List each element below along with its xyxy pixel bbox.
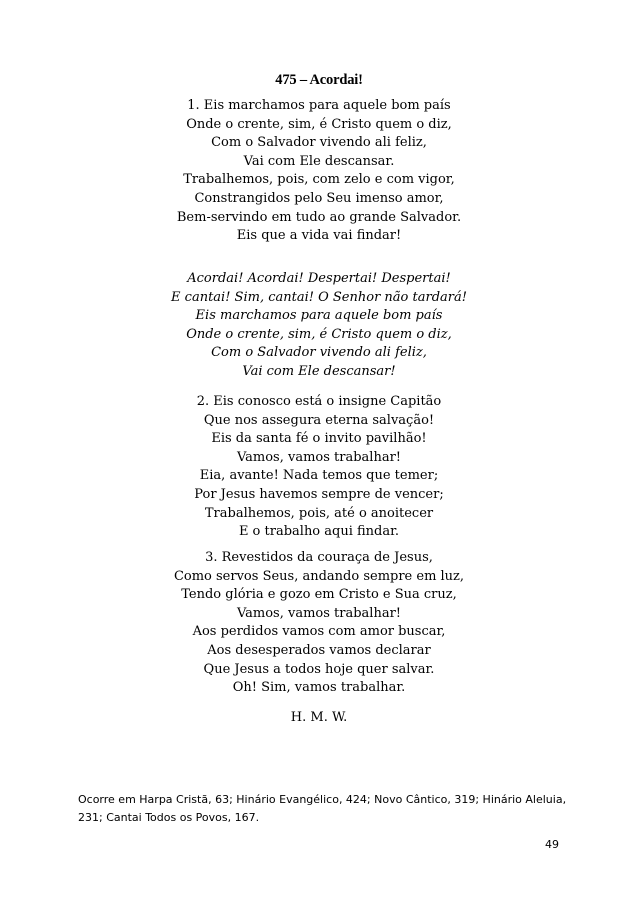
chorus-line: Com o Salvador vivendo ali feliz,	[211, 345, 427, 361]
stanza-line: Onde o crente, sim, é Cristo quem o diz,	[186, 116, 452, 132]
hymn-title: 475 – Acordai!	[275, 72, 363, 88]
stanza-line: 1. Eis marchamos para aquele bom país	[187, 98, 451, 113]
stanza-line: Eia, avante! Nada temos que temer;	[199, 468, 439, 484]
footnote: Ocorre em Harpa Cristã, 63; Hinário Evangélico, 424; Novo Cântico, 319; Hinário Aleluia, 231; Cantai Todos os Povos, 167.	[78, 793, 567, 824]
chorus-line: E cantai! Sim, cantai! O Senhor não tardará!	[171, 289, 467, 305]
stanza-line: Que Jesus a todos hoje quer salvar.	[203, 661, 435, 677]
stanza-1	[0, 97, 638, 246]
stanza-line: E o trabalho aqui findar.	[238, 524, 400, 540]
stanza-line: Trabalhemos, pois, até o anoitecer	[204, 505, 434, 521]
stanza-line: Que nos assegura eterna salvação!	[203, 412, 435, 428]
stanza-line: Eis que a vida vai findar!	[236, 228, 402, 244]
chorus	[0, 270, 638, 382]
stanza-line: Como servos Seus, andando sempre em luz,	[173, 568, 465, 584]
author-initials: H. M. W.	[290, 710, 348, 725]
stanza-line: Com o Salvador vivendo ali feliz,	[211, 135, 427, 151]
stanza-line: Bem-servindo em tudo ao grande Salvador.	[176, 209, 462, 225]
stanza-line: Constrangidos pelo Seu imenso amor,	[194, 190, 444, 206]
stanza-line: Aos perdidos vamos com amor buscar,	[192, 624, 446, 640]
stanza-3	[0, 549, 638, 698]
stanza-line: 3. Revestidos da couraça de Jesus,	[205, 550, 433, 565]
chorus-line: Vai com Ele descansar!	[242, 363, 396, 379]
stanza-line: Trabalhemos, pois, com zelo e com vigor,	[183, 172, 455, 188]
chorus-line: Onde o crente, sim, é Cristo quem o diz,	[186, 326, 452, 342]
chorus-line: Acordai! Acordai! Despertai! Despertai!	[187, 271, 451, 286]
stanza-line: Eis da santa fé o invito pavilhão!	[211, 431, 427, 447]
stanza-line: 2. Eis conosco está o insigne Capitão	[196, 394, 442, 409]
stanza-2	[0, 393, 638, 542]
page-number: 49	[545, 838, 559, 851]
stanza-line: Vamos, vamos trabalhar!	[236, 449, 402, 465]
stanza-line: Vamos, vamos trabalhar!	[236, 605, 402, 621]
chorus-line: Eis marchamos para aquele bom país	[195, 308, 443, 324]
stanza-line: Por Jesus havemos sempre de vencer;	[194, 486, 444, 502]
stanza-line: Oh! Sim, vamos trabalhar.	[232, 680, 406, 696]
stanza-line: Vai com Ele descansar.	[243, 153, 395, 169]
stanza-line: Tendo glória e gozo em Cristo e Sua cruz,	[181, 587, 457, 603]
stanza-line: Aos desesperados vamos declarar	[207, 642, 431, 658]
